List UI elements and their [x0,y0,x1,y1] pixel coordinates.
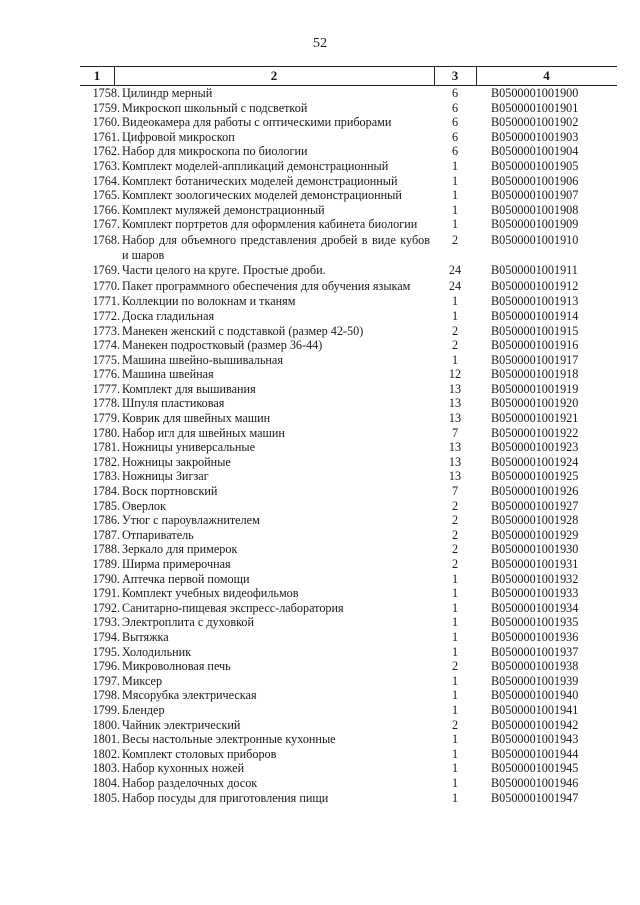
row-name: Коврик для швейных машин [122,411,271,426]
row-number: 1761. [92,129,120,144]
row-code: B0500001001907 [491,188,579,203]
table-row [80,513,617,528]
row-number: 1787. [92,527,120,542]
row-quantity: 6 [451,129,459,144]
row-name: Чайник электрический [122,717,241,732]
table-row [80,732,617,747]
row-code: B0500001001937 [491,644,579,659]
row-quantity: 1 [451,688,459,703]
row-name: Блендер [122,702,165,717]
row-code: B0500001001912 [491,278,579,293]
row-name: Микроволновая печь [122,659,231,674]
row-number: 1764. [92,173,120,188]
row-name: Ножницы Зигзаг [122,469,209,484]
row-name: Комплект моделей-аппликаций демонстрационный [122,158,389,173]
table-row [80,645,617,660]
row-code: B0500001001941 [491,702,579,717]
row-number: 1762. [92,144,120,159]
row-name: Коллекции по волокнам и тканям [122,294,296,309]
row-code: B0500001001919 [491,381,579,396]
row-name: Машина швейно-вышивальная [122,352,283,367]
row-name: Аптечка первой помощи [122,571,250,586]
row-number: 1797. [92,673,120,688]
row-quantity: 2 [451,232,459,247]
row-quantity: 1 [451,158,459,173]
row-code: B0500001001932 [491,571,579,586]
row-quantity: 2 [451,557,459,571]
row-quantity: 6 [451,100,459,115]
row-code: B0500001001929 [491,527,579,542]
row-name: Оверлок [122,498,166,513]
page-number: 52 [313,36,327,51]
table-row [80,144,617,159]
row-quantity: 1 [451,173,459,188]
row-number: 1763. [92,158,120,173]
row-number: 1801. [92,732,120,747]
row-quantity: 1 [451,761,459,776]
row-code: B0500001001904 [491,144,579,159]
row-name: Набор разделочных досок [122,775,258,790]
table-row [80,396,617,411]
table-row [80,747,617,762]
table-row [80,528,617,543]
table-row [80,469,617,484]
row-name: Манекен женский с подставкой (размер 42-50) [122,323,364,338]
row-number: 1771. [92,294,120,309]
row-name: Вытяжка [122,629,169,644]
row-code: B0500001001931 [491,557,579,571]
table-row [80,188,617,203]
table-row [80,86,617,101]
row-quantity: 2 [451,498,459,513]
table-row [80,791,617,806]
table-row [80,411,617,426]
row-quantity: 13 [448,381,462,396]
row-quantity: 2 [451,338,459,353]
row-number: 1784. [92,484,120,499]
row-code: B0500001001913 [491,294,579,309]
table-row [80,353,617,368]
table-row [80,761,617,776]
row-name: Мясорубка электрическая [122,688,257,703]
table-row [80,324,617,339]
row-quantity: 1 [451,352,459,367]
row-number: 1780. [92,425,120,440]
row-code: B0500001001920 [491,396,579,411]
row-code: B0500001001939 [491,673,579,688]
column-header-name: 2 [270,68,278,83]
row-name: Утюг с пароувлажнителем [122,513,260,528]
row-quantity: 2 [451,527,459,542]
row-quantity: 2 [451,659,459,674]
column-header-number: 1 [93,68,101,83]
row-quantity: 1 [451,702,459,717]
row-number: 1765. [92,188,120,203]
row-name: Миксер [122,673,163,688]
row-quantity: 1 [451,202,459,217]
row-number: 1794. [92,629,120,644]
table-row [80,233,617,262]
table-body [80,86,617,805]
row-code: B0500001001925 [491,469,579,484]
row-code: B0500001001903 [491,129,579,144]
row-name: Комплект ботанических моделей демонстрационный [122,173,398,188]
row-code: B0500001001940 [491,688,579,703]
row-name: Комплект зоологических моделей демонстрационный [122,188,402,203]
row-number: 1804. [92,775,120,790]
row-code: B0500001001914 [491,308,579,323]
row-quantity: 1 [451,775,459,790]
row-code: B0500001001918 [491,367,579,382]
table-row [80,263,617,278]
row-name: Комплект столовых приборов [122,746,277,761]
table-row [80,615,617,630]
row-name: Микроскоп школьный с подсветкой [122,100,308,115]
row-name: Набор для микроскопа по биологии [122,144,308,159]
row-code: B0500001001944 [491,746,579,761]
row-code: B0500001001926 [491,484,579,499]
row-quantity: 1 [451,746,459,761]
table-row [80,426,617,441]
table-row [80,115,617,130]
row-name: Зеркало для примерок [122,542,238,557]
row-code: B0500001001901 [491,100,579,115]
table-header [80,66,617,86]
row-quantity: 24 [448,263,462,278]
row-number: 1796. [92,659,120,674]
row-number: 1783. [92,469,120,484]
table-row [80,688,617,703]
row-name: Пакет программного обеспечения для обучения языкам [122,278,411,293]
row-name: Ножницы универсальные [122,440,255,455]
row-number: 1766. [92,202,120,217]
row-number: 1802. [92,746,120,761]
row-number: 1785. [92,498,120,513]
row-code: B0500001001930 [491,542,579,557]
row-number: 1788. [92,542,120,557]
row-quantity: 2 [451,717,459,732]
row-code: B0500001001942 [491,717,579,732]
row-quantity: 13 [448,454,462,469]
row-code: B0500001001946 [491,775,579,790]
row-number: 1779. [92,411,120,426]
row-name: Шпуля пластиковая [122,396,225,411]
row-number: 1789. [92,557,120,571]
row-quantity: 6 [451,86,459,100]
row-code: B0500001001934 [491,600,579,615]
row-number: 1790. [92,571,120,586]
row-name: Части целого на круге. Простые дроби. [122,263,326,278]
table-row [80,130,617,145]
equipment-table [80,66,617,805]
row-number: 1798. [92,688,120,703]
row-code: B0500001001928 [491,513,579,528]
row-quantity: 1 [451,600,459,615]
row-code: B0500001001938 [491,659,579,674]
row-number: 1792. [92,600,120,615]
row-code: B0500001001945 [491,761,579,776]
row-quantity: 2 [451,542,459,557]
row-name: Набор посуды для приготовления пищи [122,790,329,805]
row-quantity: 1 [451,294,459,309]
row-code: B0500001001915 [491,323,579,338]
row-name: Отпариватель [122,527,194,542]
row-quantity: 13 [448,411,462,426]
row-number: 1799. [92,702,120,717]
row-number: 1791. [92,586,120,601]
row-name: Комплект учебных видеофильмов [122,586,299,601]
row-number: 1793. [92,615,120,630]
row-quantity: 7 [451,484,459,499]
row-name: Набор для объемного представления дробей в виде кубов и шаров [122,232,430,262]
column-header-code: 4 [543,68,550,83]
row-quantity: 1 [451,732,459,747]
row-number: 1770. [92,278,120,293]
row-name: Комплект муляжей демонстрационный [122,202,325,217]
row-name: Манекен подростковый (размер 36-44) [122,338,323,353]
table-row [80,718,617,733]
row-name: Набор игл для швейных машин [122,425,285,440]
table-row [80,101,617,116]
row-number: 1803. [92,761,120,776]
row-quantity: 1 [451,571,459,586]
row-code: B0500001001933 [491,586,579,601]
row-name: Ширма примерочная [122,557,231,571]
row-name: Воск портновский [122,484,218,499]
row-code: B0500001001909 [491,217,579,232]
row-code: B0500001001922 [491,425,579,440]
table-row [80,674,617,689]
row-name: Машина швейная [122,367,214,382]
row-number: 1773. [92,323,120,338]
table-row [80,572,617,587]
row-number: 1769. [92,263,120,278]
row-quantity: 1 [451,629,459,644]
row-code: B0500001001936 [491,629,579,644]
row-code: B0500001001900 [491,86,579,100]
table-row [80,630,617,645]
table-row [80,382,617,397]
row-name: Видеокамера для работы с оптическими приборами [122,115,392,130]
row-name: Комплект портретов для оформления кабинета биологии [122,217,418,232]
row-name: Набор кухонных ножей [122,761,245,776]
row-code: B0500001001935 [491,615,579,630]
row-quantity: 24 [448,278,462,293]
row-quantity: 13 [448,396,462,411]
row-code: B0500001001905 [491,158,579,173]
table-row [80,542,617,557]
table-row [80,455,617,470]
row-code: B0500001001923 [491,440,579,455]
row-name: Цифровой микроскоп [122,129,235,144]
row-quantity: 13 [448,469,462,484]
row-number: 1760. [92,115,120,130]
row-name: Цилиндр мерный [122,86,213,100]
row-quantity: 2 [451,513,459,528]
table-row [80,217,617,232]
row-code: B0500001001902 [491,115,579,130]
row-number: 1781. [92,440,120,455]
row-number: 1776. [92,367,120,382]
row-number: 1774. [92,338,120,353]
table-row [80,367,617,382]
row-quantity: 1 [451,644,459,659]
row-number: 1778. [92,396,120,411]
row-name: Ножницы закройные [122,454,231,469]
row-code: B0500001001911 [491,263,578,278]
table-row [80,203,617,218]
row-code: B0500001001916 [491,338,579,353]
row-code: B0500001001906 [491,173,579,188]
row-name: Комплект для вышивания [122,381,256,396]
table-row [80,294,617,309]
table-row [80,309,617,324]
table-row [80,159,617,174]
row-name: Доска гладильная [122,308,215,323]
row-number: 1767. [92,217,120,232]
row-quantity: 6 [451,115,459,130]
row-number: 1772. [92,308,120,323]
row-number: 1805. [92,790,120,805]
row-quantity: 1 [451,615,459,630]
row-number: 1777. [92,381,120,396]
table-row [80,586,617,601]
row-number: 1786. [92,513,120,528]
row-code: B0500001001927 [491,498,579,513]
row-quantity: 13 [448,440,462,455]
row-code: B0500001001917 [491,352,579,367]
row-code: B0500001001924 [491,454,579,469]
row-quantity: 1 [451,586,459,601]
table-row [80,499,617,514]
row-code: B0500001001943 [491,732,579,747]
row-code: B0500001001921 [491,411,579,426]
row-quantity: 12 [448,367,462,382]
row-number: 1759. [92,100,120,115]
row-name: Санитарно-пищевая экспресс-лаборатория [122,600,344,615]
row-code: B0500001001910 [491,232,579,247]
row-number: 1768. [92,232,120,247]
table-row [80,557,617,572]
table-row [80,338,617,353]
row-name: Весы настольные электронные кухонные [122,732,336,747]
table-row [80,484,617,499]
row-quantity: 1 [451,308,459,323]
row-number: 1775. [92,352,120,367]
row-name: Электроплита с духовкой [122,615,255,630]
row-number: 1795. [92,644,120,659]
table-row [80,279,617,294]
row-quantity: 1 [451,790,459,805]
table-row [80,776,617,791]
row-name: Холодильник [122,644,192,659]
table-row [80,659,617,674]
table-row [80,440,617,455]
table-row [80,703,617,718]
row-quantity: 2 [451,323,459,338]
row-quantity: 1 [451,673,459,688]
table-row [80,174,617,189]
row-number: 1782. [92,454,120,469]
row-number: 1800. [92,717,120,732]
row-quantity: 7 [451,425,459,440]
row-quantity: 1 [451,217,459,232]
row-code: B0500001001908 [491,202,579,217]
column-header-quantity: 3 [451,68,459,83]
row-quantity: 1 [451,188,459,203]
row-quantity: 6 [451,144,459,159]
row-number: 1758. [92,86,120,100]
table-row [80,601,617,616]
row-code: B0500001001947 [491,790,579,805]
